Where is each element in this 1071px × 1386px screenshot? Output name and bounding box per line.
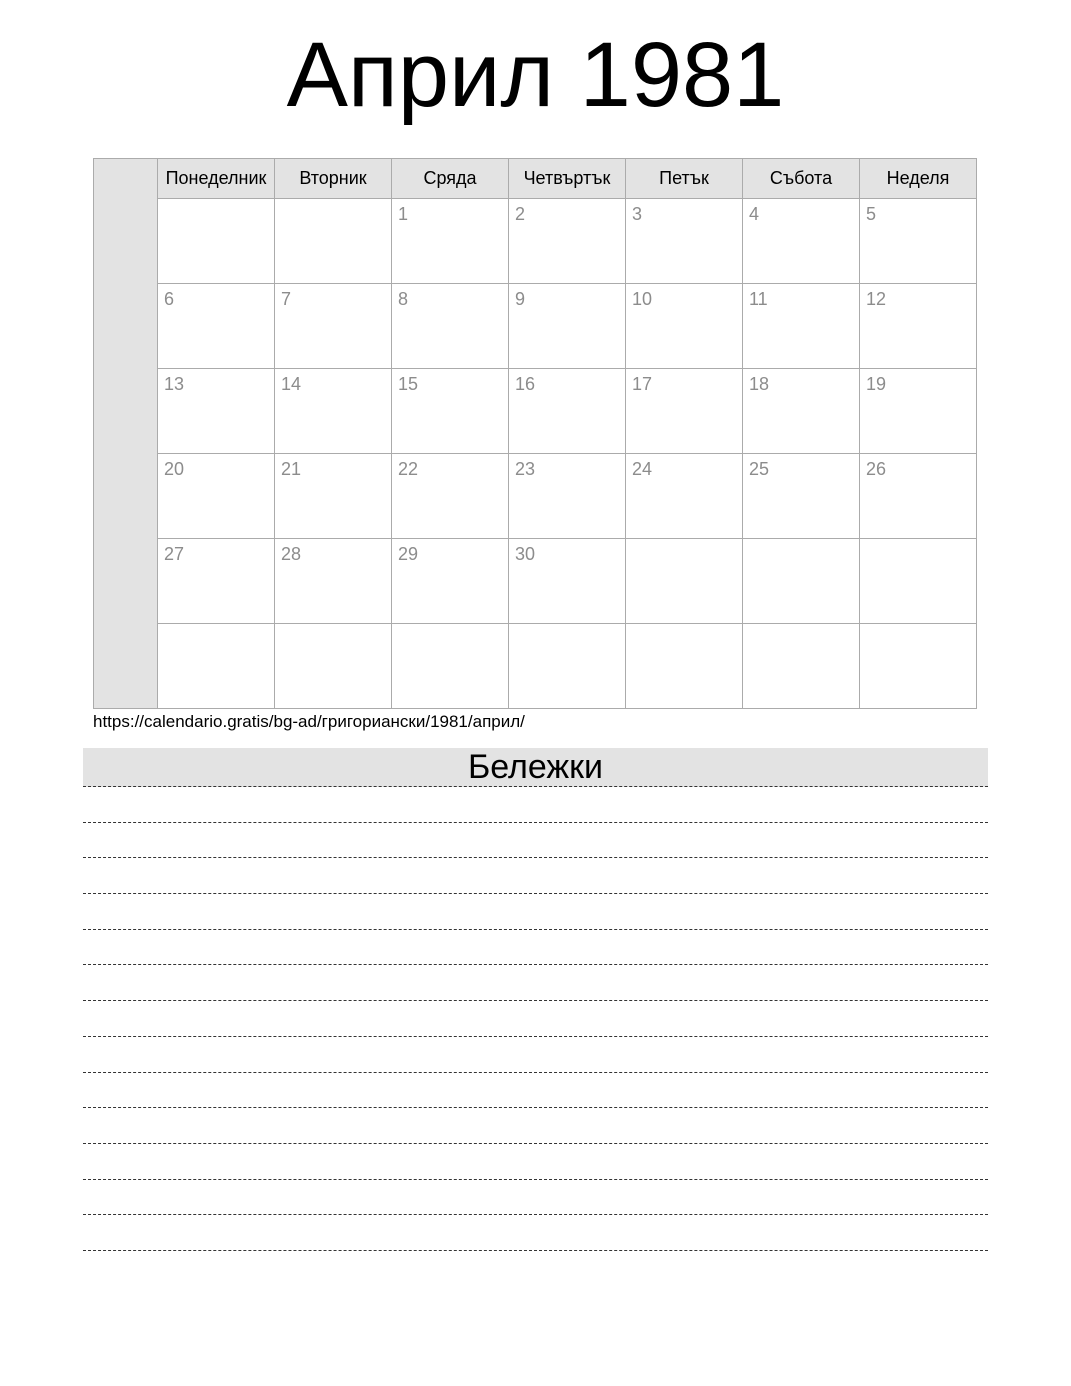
weekday-header-wednesday: Сряда [392, 159, 509, 199]
notes-ruled-line [83, 787, 988, 823]
calendar-empty-cell [509, 624, 626, 709]
notes-ruled-line [83, 930, 988, 966]
calendar-day-cell: 14 [275, 369, 392, 454]
calendar-day-cell: 3 [626, 199, 743, 284]
calendar-day-cell: 26 [860, 454, 977, 539]
calendar-empty-cell [275, 199, 392, 284]
calendar-day-cell: 2 [509, 199, 626, 284]
notes-ruled-line [83, 965, 988, 1001]
notes-ruled-line [83, 1037, 988, 1073]
weekday-header-tuesday: Вторник [275, 159, 392, 199]
calendar-empty-cell [158, 199, 275, 284]
notes-ruled-line [83, 1180, 988, 1216]
notes-ruled-area [83, 787, 988, 1251]
calendar-day-cell: 17 [626, 369, 743, 454]
calendar-day-cell: 19 [860, 369, 977, 454]
notes-ruled-line [83, 1144, 988, 1180]
calendar-day-cell: 21 [275, 454, 392, 539]
calendar-empty-cell [626, 539, 743, 624]
page-title: Април 1981 [286, 24, 785, 126]
notes-ruled-line [83, 823, 988, 859]
calendar-week-row [94, 539, 977, 624]
calendar-day-cell: 8 [392, 284, 509, 369]
calendar-day-cell: 25 [743, 454, 860, 539]
calendar-empty-cell [743, 624, 860, 709]
source-url: https://calendario.gratis/bg-ad/григориански/1981/април/ [93, 712, 525, 731]
weekday-header-sunday: Неделя [860, 159, 977, 199]
calendar-empty-cell [626, 624, 743, 709]
calendar-day-cell: 20 [158, 454, 275, 539]
calendar-day-cell: 30 [509, 539, 626, 624]
weekday-header-row [94, 159, 977, 199]
calendar-table [93, 158, 977, 709]
notes-ruled-line [83, 1073, 988, 1109]
calendar-left-gutter [94, 159, 158, 709]
calendar-day-cell: 13 [158, 369, 275, 454]
calendar-week-row [94, 624, 977, 709]
calendar-empty-cell [860, 539, 977, 624]
calendar-day-cell: 16 [509, 369, 626, 454]
calendar-day-cell: 1 [392, 199, 509, 284]
weekday-header-thursday: Четвъртък [509, 159, 626, 199]
calendar-day-cell: 29 [392, 539, 509, 624]
calendar-day-cell: 24 [626, 454, 743, 539]
calendar-day-cell: 5 [860, 199, 977, 284]
notes-ruled-line [83, 858, 988, 894]
calendar-day-cell: 28 [275, 539, 392, 624]
calendar-empty-cell [392, 624, 509, 709]
calendar-day-cell: 23 [509, 454, 626, 539]
calendar-empty-cell [860, 624, 977, 709]
calendar-day-cell: 22 [392, 454, 509, 539]
calendar-empty-cell [743, 539, 860, 624]
calendar-day-cell: 15 [392, 369, 509, 454]
calendar-day-cell: 12 [860, 284, 977, 369]
calendar-week-row [94, 199, 977, 284]
calendar-day-cell: 9 [509, 284, 626, 369]
calendar-day-cell: 6 [158, 284, 275, 369]
calendar-week-row [94, 454, 977, 539]
weekday-header-monday: Понеделник [158, 159, 275, 199]
calendar-day-cell: 10 [626, 284, 743, 369]
notes-title: Бележки [467, 748, 604, 786]
notes-ruled-line [83, 894, 988, 930]
notes-header-bar [83, 748, 988, 787]
calendar-week-row [94, 369, 977, 454]
calendar-day-cell: 7 [275, 284, 392, 369]
notes-ruled-line [83, 1001, 988, 1037]
calendar-day-cell: 27 [158, 539, 275, 624]
weekday-header-friday: Петък [626, 159, 743, 199]
weekday-header-saturday: Събота [743, 159, 860, 199]
calendar-day-cell: 11 [743, 284, 860, 369]
calendar-empty-cell [158, 624, 275, 709]
notes-section [83, 748, 988, 1251]
calendar-day-cell: 4 [743, 199, 860, 284]
notes-ruled-line [83, 1108, 988, 1144]
calendar-empty-cell [275, 624, 392, 709]
calendar-day-cell: 18 [743, 369, 860, 454]
notes-ruled-line [83, 1215, 988, 1251]
calendar-week-row [94, 284, 977, 369]
